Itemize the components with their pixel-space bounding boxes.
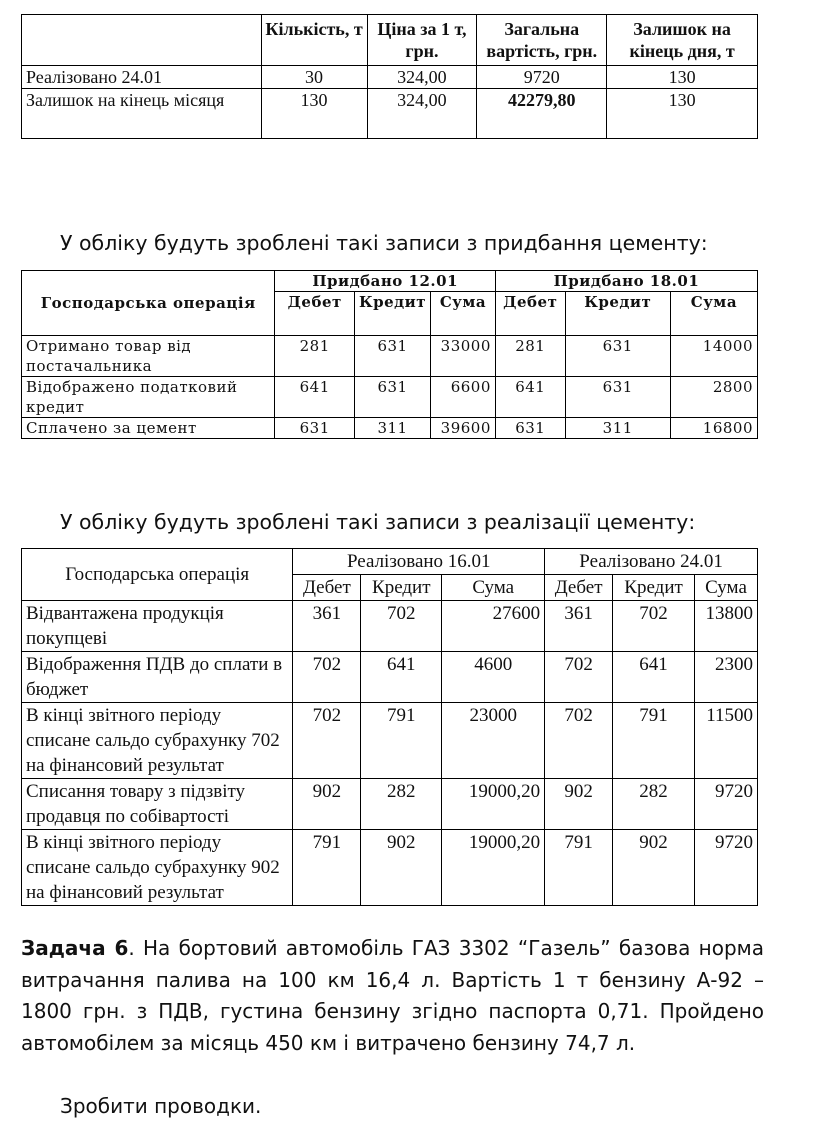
header-cell: Кількість, т: [261, 15, 367, 66]
table-cell: 361: [293, 601, 361, 652]
sale-heading: У обліку будуть зроблені такі записи з реалізації цементу:: [60, 510, 696, 534]
operation-header: Господарська операція: [22, 549, 293, 601]
table-cell: 631: [565, 377, 670, 418]
table-cell: 361: [545, 601, 613, 652]
table-cell: 6600: [431, 377, 496, 418]
table-row: [22, 652, 758, 703]
table-cell: 631: [354, 336, 430, 377]
group-header: Придбано 12.01: [275, 271, 495, 292]
table-row: [22, 779, 758, 830]
table-cell: 9720: [477, 66, 607, 89]
table-header-row: [22, 15, 758, 66]
table-cell: 27600: [442, 601, 545, 652]
column-header: Кредит: [565, 292, 670, 336]
table-cell: 23000: [442, 703, 545, 779]
table-cell: 130: [607, 66, 758, 89]
column-header: Кредит: [361, 575, 442, 601]
table-cell: 282: [361, 779, 442, 830]
row-label: Отримано товар від постачальника: [22, 336, 275, 377]
column-header: Дебет: [495, 292, 565, 336]
table-cell: 641: [613, 652, 695, 703]
table-cell: 30: [261, 66, 367, 89]
table-cell: 2300: [695, 652, 758, 703]
table-cell: 13800: [695, 601, 758, 652]
table-cell: 791: [293, 830, 361, 906]
column-header: Сума: [670, 292, 757, 336]
header-cell: Загальна вартість, грн.: [477, 15, 607, 66]
group-header: Придбано 18.01: [495, 271, 757, 292]
group-header: Реалізовано 16.01: [293, 549, 545, 575]
header-cell: Ціна за 1 т, грн.: [367, 15, 477, 66]
table-cell: 324,00: [367, 66, 477, 89]
table-cell: 14000: [670, 336, 757, 377]
table-cell: 641: [495, 377, 565, 418]
table-row: [22, 377, 758, 418]
table-cell: 311: [354, 418, 430, 439]
column-header: Дебет: [275, 292, 355, 336]
table-row: [22, 336, 758, 377]
table-cell: 11500: [695, 703, 758, 779]
table-cell: 19000,20: [442, 830, 545, 906]
table-cell: 281: [275, 336, 355, 377]
table-cell: 902: [545, 779, 613, 830]
task-text: . На бортовий автомобіль ГАЗ 3302 “Газель” базова норма витрачання палива на 100 км 16,4 л. Вартість 1 т бензину А-92 – 1800 грн. з ПДВ, густина бензину згідно паспорта 0,71. Пройдено автомобілем за місяць 450 км і витрачено бензину 74,7 л.: [21, 936, 764, 1055]
table-cell: 9720: [695, 779, 758, 830]
operation-header: Господарська операція: [22, 271, 275, 336]
row-label: Реалізовано 24.01: [22, 66, 262, 89]
task-label: Задача 6: [21, 936, 129, 960]
table-cell: 902: [613, 830, 695, 906]
table-cell: 130: [261, 89, 367, 139]
column-header: Сума: [431, 292, 496, 336]
table-cell: 791: [613, 703, 695, 779]
table-cell: 641: [275, 377, 355, 418]
table-cell: 702: [293, 652, 361, 703]
table-cell: 33000: [431, 336, 496, 377]
column-header: Сума: [442, 575, 545, 601]
purchase-entries-table: [21, 270, 758, 439]
row-label: Відвантажена продукція покупцеві: [22, 601, 293, 652]
column-header: Сума: [695, 575, 758, 601]
table-cell: 631: [565, 336, 670, 377]
row-label: В кінці звітного періоду списане сальдо субрахунку 902 на фінансовий результат: [22, 830, 293, 906]
table-cell: 39600: [431, 418, 496, 439]
sale-entries-table: [21, 548, 758, 906]
table-header-row: [22, 549, 758, 575]
table-cell: 702: [545, 652, 613, 703]
table-cell: 281: [495, 336, 565, 377]
table-row: [22, 418, 758, 439]
table-cell: 42279,80: [477, 89, 607, 139]
table-cell: 702: [545, 703, 613, 779]
table-cell: 631: [495, 418, 565, 439]
table-cell: 311: [565, 418, 670, 439]
table-cell: 9720: [695, 830, 758, 906]
header-cell: [22, 15, 262, 66]
table-cell: 4600: [442, 652, 545, 703]
table-row: [22, 601, 758, 652]
task-instruction: Зробити проводки.: [60, 1094, 262, 1118]
table-row: [22, 66, 758, 89]
table-cell: 902: [293, 779, 361, 830]
table-cell: 19000,20: [442, 779, 545, 830]
table-cell: 791: [361, 703, 442, 779]
task-paragraph: [21, 933, 764, 1059]
column-header: Дебет: [293, 575, 361, 601]
row-label: Сплачено за цемент: [22, 418, 275, 439]
table-row: [22, 830, 758, 906]
table-row: [22, 89, 758, 139]
table-cell: 702: [613, 601, 695, 652]
table-row: [22, 703, 758, 779]
row-label: Відображення ПДВ до сплати в бюджет: [22, 652, 293, 703]
group-header: Реалізовано 24.01: [545, 549, 758, 575]
header-cell: Залишок на кінець дня, т: [607, 15, 758, 66]
table-cell: 702: [361, 601, 442, 652]
column-header: Кредит: [613, 575, 695, 601]
summary-table: [21, 14, 758, 139]
table-cell: 702: [293, 703, 361, 779]
column-header: Кредит: [354, 292, 430, 336]
table-cell: 16800: [670, 418, 757, 439]
table-cell: 631: [354, 377, 430, 418]
table-cell: 631: [275, 418, 355, 439]
row-label: Списання товару з підзвіту продавця по собівартості: [22, 779, 293, 830]
table-cell: 791: [545, 830, 613, 906]
row-label: Відображено податковий кредит: [22, 377, 275, 418]
table-cell: 282: [613, 779, 695, 830]
row-label: В кінці звітного періоду списане сальдо субрахунку 702 на фінансовий результат: [22, 703, 293, 779]
table-cell: 641: [361, 652, 442, 703]
table-cell: 130: [607, 89, 758, 139]
table-header-row: [22, 271, 758, 292]
table-cell: 324,00: [367, 89, 477, 139]
column-header: Дебет: [545, 575, 613, 601]
table-cell: 2800: [670, 377, 757, 418]
table-cell: 902: [361, 830, 442, 906]
row-label: Залишок на кінець місяця: [22, 89, 262, 139]
purchase-heading: У обліку будуть зроблені такі записи з придбання цементу:: [60, 231, 708, 255]
